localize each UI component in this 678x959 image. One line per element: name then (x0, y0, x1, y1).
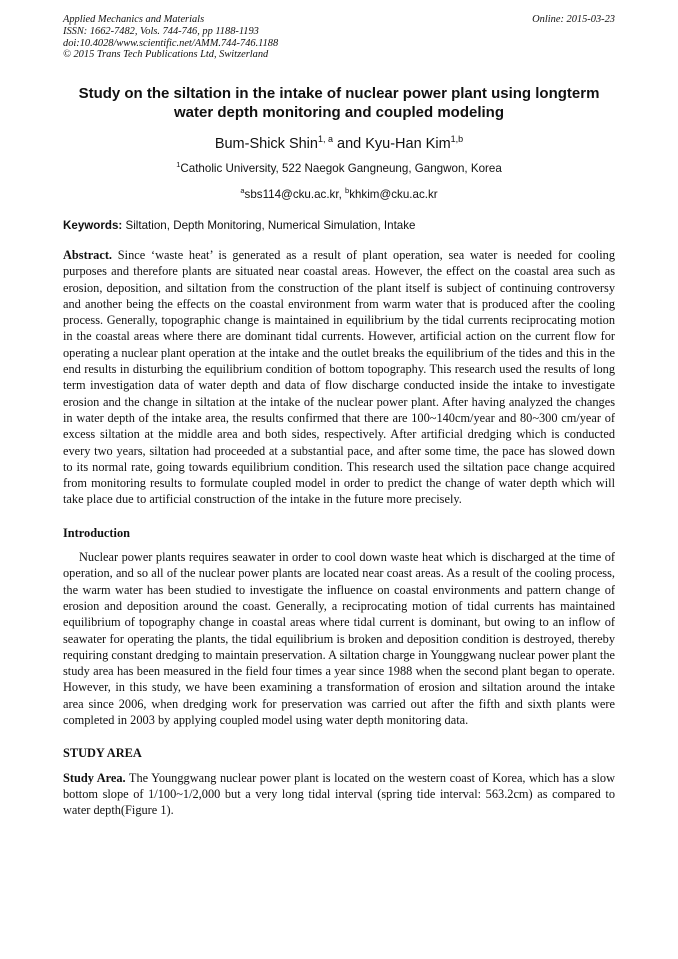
copyright-line: © 2015 Trans Tech Publications Ltd, Switzerland (63, 49, 269, 61)
author-line (63, 131, 615, 153)
introduction-paragraph: Nuclear power plants requires seawater in order to cool down waste heat which is discharged at the time of operation, and so all of the nuclear power plants are located near coast areas. As a result of the cooling process, the warm water has been studied to investigate the influence on coastal environments and pattern change of erosion and deposition around the coast. Generally, a reciprocating motion of tidal currents has maintained equilibrium of topography change in coastal areas where tidal current is dominant, but owing to an inflow of seawater for operating the plants, the tidal equilibrium is broken and deposition condition is destroyed, thereby requiring constant dredging to maintain preservation. A siltation charge in Younggwang nuclear power plant the study area has been measured in the field four times a year since 1988 when the second plant began to operate. However, in this study, we have been examining a transformation of erosion and siltation around the intake area since 2006, when dredging work for preservation was carried out after the fifth and sixth plants were completed in 2003 by applying coupled model using water depth monitoring data. (63, 550, 615, 728)
email-line (63, 184, 615, 202)
doi-line: doi:10.4028/www.scientific.net/AMM.744-746.1188 (63, 37, 279, 49)
keywords (63, 219, 615, 233)
affiliation (63, 158, 615, 176)
author-2-superscript: 1,b (450, 134, 464, 144)
email-b[interactable]: khkim@cku.ac.kr (349, 188, 438, 201)
author-1-superscript: 1, a (317, 134, 333, 144)
journal-name: Applied Mechanics and Materials (63, 14, 205, 25)
paper-title: Study on the siltation in the intake of nuclear power plant using longterm water depth monitoring and coupled modeling (78, 85, 600, 121)
study-area-paragraph (63, 770, 615, 819)
header-left (63, 14, 278, 61)
affiliation-superscript: 1 (176, 160, 181, 169)
online-date: Online: 2015-03-23 (532, 14, 615, 25)
email-a[interactable]: sbs114@cku.ac.kr, (244, 188, 346, 201)
journal-header (63, 14, 615, 64)
paper-page (63, 14, 615, 819)
study-area-text: The Younggwang nuclear power plant is located on the western coast of Korea, which has a slow bottom slope of 1/100~1/2,000 but a very long tidal interval (spring tide interval: 563.2cm) as compared to water depth(Figure 1). (63, 770, 615, 818)
issn-line: ISSN: 1662-7482, Vols. 744-746, pp 1188-1193 (63, 25, 259, 37)
abstract-label: Abstract. (63, 248, 113, 262)
introduction-heading: Introduction (63, 525, 130, 540)
study-area-label: Study Area. (63, 770, 126, 785)
abstract-paragraph (63, 247, 615, 508)
keywords-text: Siltation, Depth Monitoring, Numerical Simulation, Intake (122, 219, 416, 232)
email-b-superscript: b (345, 186, 350, 195)
email-a-superscript: a (240, 186, 245, 195)
abstract-text: Since ‘waste heat’ is generated as a result of plant operation, sea water is needed for cooling purposes and therefore plants are situated near coastal areas. However, the effect on the coastal area such as erosion, deposition, and siltation from the construction of the plant itself is subject of continuing controversy and another being the effects on the coastal environment from warm water that is produced after the cooling process. Generally, topographic change is maintained in equilibrium by the tidal currents reciprocating motion in the coastal areas where there are dominant tidal currents. However, artificial action on the current flow for operating a nuclear plant operation at the intake and the outlet breaks the equilibrium of the tides and this in the end results in disturbing the equilibrium condition of bottom topography. This research used the results of long term investigation data of water depth and data of flow discharge conducted inside the intake to investigate erosion and the change in siltation at the intake of the nuclear power plant. After having analyzed the changes in water depth of the intake area, the results confirmed that there are 100~140cm/year and 80~300 cm/year of excess siltation at the middle area and both sides, respectively. After artificial dredging which is conducted every two years, siltation had proceeded at a substantial pace, and after some time, the pace has slowed down to its normal rate, going towards equilibrium condition. This research used the siltation pace change acquired from monitoring results to formulate coupled model in order to predict the change of water depth which will take place due to artificial construction of the intake in the future more precisely. (63, 248, 615, 507)
author-2-name: Kyu-Han Kim (365, 136, 451, 152)
author-connector: and (332, 136, 366, 152)
keywords-label: Keywords: (63, 219, 123, 232)
header-right (532, 14, 615, 26)
affiliation-text: Catholic University, 522 Naegok Gangneung, Gangwon, Korea (180, 162, 502, 175)
study-area-heading: STUDY AREA (63, 746, 142, 761)
author-1-name: Bum-Shick Shin (214, 136, 318, 152)
